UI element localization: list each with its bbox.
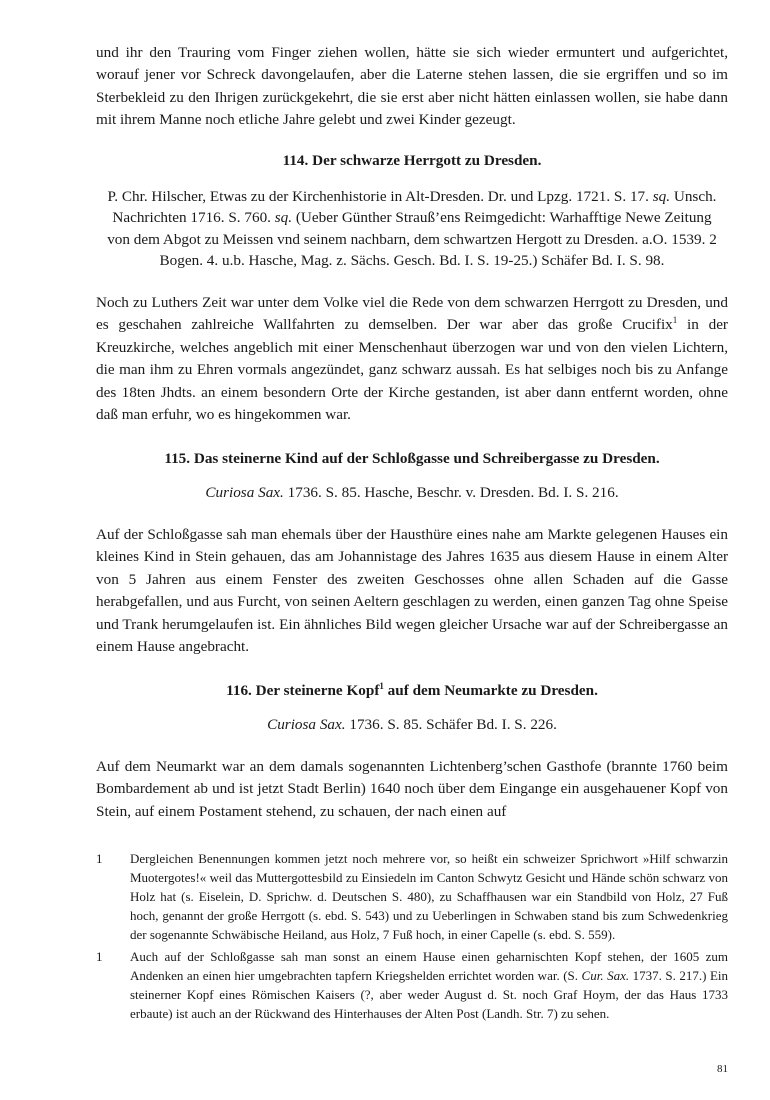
section-116-source	[96, 714, 728, 736]
source-text: Unsch. Nachrichten 1716. S. 760.	[112, 187, 717, 227]
footnote-number: 1	[96, 949, 103, 965]
page-number: 81	[717, 1063, 728, 1075]
source-text: 1736. S. 85. Hasche, Beschr. v. Dresden. Bd. I. S. 216.	[283, 484, 619, 502]
footnote-marker[interactable]: 1	[379, 681, 384, 692]
source-italic: sq.	[274, 209, 293, 227]
title-text: auf dem Neumarkte zu Dresden.	[383, 682, 598, 700]
body-text: Noch zu Luthers Zeit war unter dem Volke viel die Rede von dem schwarzen Herrgott zu Dresden, und es geschahen zahlreiche Wallfahrten zu demselben. Der war aber das große Crucifix	[96, 294, 728, 334]
source-text: 1736. S. 85. Schäfer Bd. I. S. 226.	[345, 716, 557, 734]
source-text: P. Chr. Hilscher, Etwas zu der Kirchenhistorie in Alt-Dresden. Dr. und Lpzg. 1721. S. 17.	[107, 187, 653, 205]
footnote-text: 1737. S. 217.) Ein steinerner Kopf eines Römischen Kaisers (?, aber weder August d. St. noch Graf Hoym, der das Haus 1733 erbaute) ist auch an der Rückwand des Hinterhauses der Alten Post (Landh. Str. 7) zu sehen.	[130, 968, 729, 1022]
source-italic: Curiosa Sax.	[205, 484, 284, 502]
footnote-number: 1	[96, 851, 103, 867]
footnote-italic: Cur. Sax.	[581, 968, 630, 984]
footnote-text: Auch auf der Schloßgasse sah man sonst an einem Hause einen geharnischten Kopf stehen, der 1605 zum Andenken an einen hier umgebrachten tapfern Kriegshelden errichtet worden war. (S.	[130, 949, 728, 984]
source-text: (Ueber Günther Strauß’ens Reimgedicht: Warhafftige Newe Zeitung von dem Abgot zu Meissen vnd seinem nachbarn, dem schwartzen Hergott zu Dresden. a.O. 1539. 2 Bogen. 4. u.b. Hasche, Mag. z. Sächs. Gesch. Bd. I. S. 19-25.) Schäfer Bd. I. S. 98.	[107, 209, 717, 270]
section-114-title: 114. Der schwarze Herrgott zu Dresden.	[282, 151, 542, 169]
title-text: 116. Der steinerne Kopf	[226, 682, 380, 700]
footnote	[96, 947, 728, 1023]
page-content	[96, 42, 728, 1023]
section-115-body: Auf der Schloßgasse sah man ehemals über der Hausthüre eines nahe am Markte gelegenen Hauses ein kleines Kind in Stein gehauen, das am Johannistage des Jahres 1635 aus diesem Hause in einem Alter von 5 Jahren aus einem Fenster des zweiten Geschosses ohne allen Schaden auf die Gasse herabgefallen, und aus Furcht, von seinen Aeltern geschlagen zu werden, einen ganzen Tag ohne Speise und Trank herumgelaufen ist. Ein ähnliches Bild wegen gleicher Ursache war auf der Schreibergasse an einem Hause angebracht.	[96, 526, 728, 656]
section-115-source	[96, 482, 728, 504]
section-114-source	[96, 186, 728, 272]
footnotes	[96, 849, 728, 1023]
footnote-text: Dergleichen Benennungen kommen jetzt noch mehrere vor, so heißt ein schweizer Sprichwort »Hilf schwarzin Muotergotes!« weil das Muttergottesbild zu Einsiedeln im Canton Schwytz Gesicht und Hände schön schwarz von Holz hat (s. Eiselein, D. Sprichw. d. Deutschen S. 480), zu Schaffhausen war ein Standbild von Holz, 27 Fuß hoch, genannt der große Herrgott (s. ebd. S. 543) und zu Ueberlingen in Schwaben stand bis zum Schwedenkrieg der sogenannte Schwäbische Heiland, aus Holz, 7 Fuß hoch, in einer Capelle (s. ebd. S. 559).	[130, 851, 728, 943]
footnote-marker[interactable]: 1	[672, 315, 678, 326]
body-text: in der Kreuzkirche, welches angeblich mit einer Menschenhaut überzogen war und von den vielen Lichtern, die man ihm zu Ehren vormals angezündet, ganz schwarz aussah. Es hat selbiges noch bis zu Anfange des 18ten Jhdts. an einem besondern Orte der Kirche gestanden, ist aber dann entfernt worden, ohne daß man erfuhr, wo es hingekommen war.	[96, 316, 728, 424]
intro-paragraph: und ihr den Trauring vom Finger ziehen wollen, hätte sie sich wieder ermuntert und aufgerichtet, worauf jener vor Schreck davongelaufen, aber die Laterne stehen lassen, die sie ergriffen und so im Sterbekleid zu den Ihrigen zurückgekehrt, die sie erst aber nicht hätten einlassen wollen, sie habe dann mit ihrem Manne noch etliche Jahre gelebt und zwei Kinder gezeugt.	[96, 44, 728, 129]
section-115-title: 115. Das steinerne Kind auf der Schloßgasse und Schreibergasse zu Dresden.	[164, 450, 660, 468]
section-116-title	[96, 680, 728, 702]
source-italic: sq.	[652, 187, 671, 205]
source-italic: Curiosa Sax.	[267, 716, 346, 734]
footnote	[96, 849, 728, 944]
section-114-body	[96, 292, 728, 426]
section-116-body: Auf dem Neumarkt war an dem damals sogenannten Lichtenberg’schen Gasthofe (brannte 1760 beim Bombardement ab und ist jetzt Stadt Berlin) 1640 noch über dem Eingange ein ausgehauener Kopf von Stein, auf einem Postament stehend, zu schauen, der nach einen auf	[96, 758, 728, 820]
